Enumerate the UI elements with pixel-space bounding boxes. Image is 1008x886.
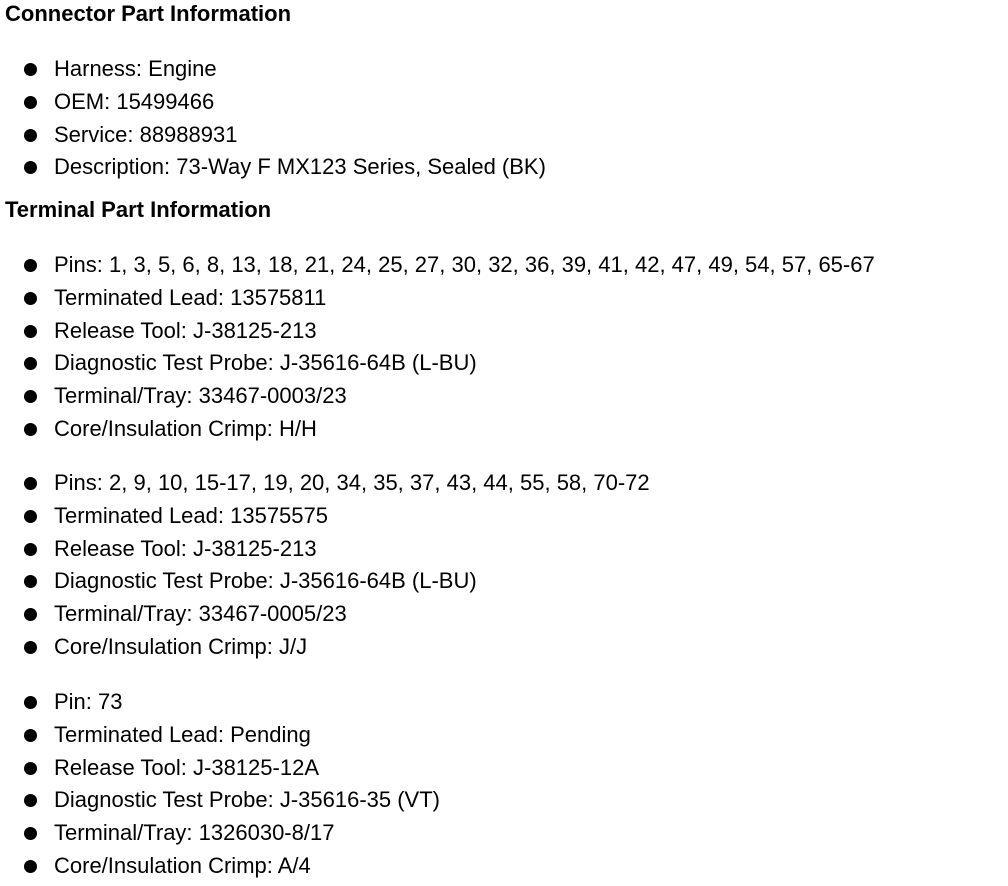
- bullet-icon: [24, 641, 37, 654]
- bullet-icon: [24, 259, 37, 272]
- bullet-icon: [24, 423, 37, 436]
- document-page: Connector Part Information Harness: Engine OEM: 15499466 Service: 88988931 Description: 73-Way F MX123 Series, Sealed (BK) Terminal Part Information Pins: 1, 3, 5, 6, 8, 13, 18, 21, 24, 25, 27, 30, 32, 36, 39, 41, 42, 47, 49, 54, 57, 65-67 Terminated Lead: 13575811 Release Tool: J-38125-213 Diagnostic Test Probe: J-35616-64B (L-BU) Terminal/Tray: 33467-0003/23 Core/Insulation Crimp: H/H Pins: 2, 9, 10, 15-17, 19, 20, 34, 35, 37, 43, 44, 55, 58, 70-72 Terminated Lead: 13575575 Release Tool: J-38125-213 Diagnostic Test Probe: J-35616-64B (L-BU) Terminal/Tray: 33467-0005/23 Core/Insulation Crimp: J/J Pin: 73 Terminated Lead: Pending Release Tool: J-38125-12A Diagnostic Test Probe: J-35616-35 (VT) Terminal/Tray: 1326030-8/17 Core/Insulation Crimp: A/4: [5, 1, 875, 878]
- bullet-icon: [24, 292, 37, 305]
- bullet-icon: [24, 729, 37, 742]
- bullet-icon: [24, 477, 37, 490]
- bullet-icon: [24, 325, 37, 338]
- bullet-icon: [24, 357, 37, 370]
- bullet-icon: [24, 63, 37, 76]
- bullet-icon: [24, 608, 37, 621]
- bullet-icon: [24, 860, 37, 873]
- connector-heading: Connector Part Information: [5, 1, 292, 26]
- bullet-icon: [24, 129, 37, 142]
- bullet-icon: [24, 575, 37, 588]
- bullet-icon: [24, 96, 37, 109]
- terminal-heading: Terminal Part Information: [5, 197, 272, 222]
- bullet-icon: [24, 827, 37, 840]
- bullet-icon: [24, 390, 37, 403]
- bullet-icon: [24, 543, 37, 556]
- bullet-icon: [24, 510, 37, 523]
- bullet-icon: [24, 696, 37, 709]
- bullet-icon: [24, 794, 37, 807]
- bullet-icon: [24, 161, 37, 174]
- bullet-icon: [24, 762, 37, 775]
